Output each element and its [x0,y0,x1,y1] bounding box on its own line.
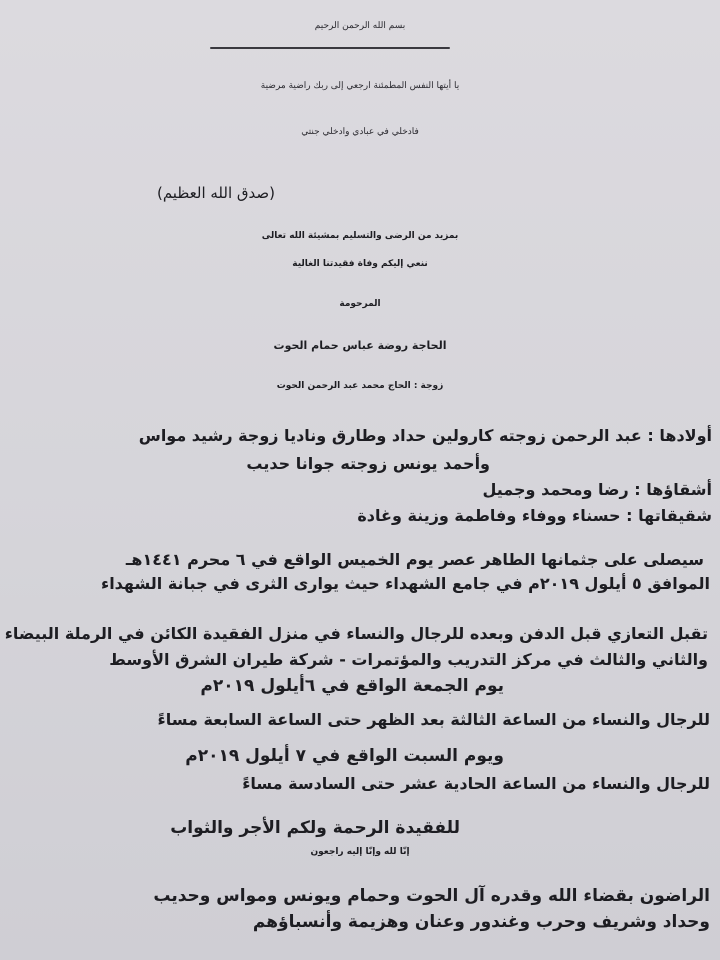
sisters-line: شقيقاتها : حسناء ووفاء وفاطمة وزينة وغادة [357,506,712,525]
sadaq-allah: (صدق الله العظيم) [156,184,275,202]
families-line-1: الراضون بقضاء الله وقدره آل الحوت وحمام ويونس ومواس وحديب [153,886,710,906]
condolences-line-2: والثاني والثالث في مركز التدريب والمؤتمرات - شركة طيران الشرق الأوسط [109,650,708,669]
condolences-line-5: ويوم السبت الواقع في ٧ أيلول ٢٠١٩م [185,746,504,766]
families-line-2: وحداد وشريف وحرب وغندور وعنان وهزيمة وأنسباؤهم [252,912,710,932]
children-line-1: أولادها : عبد الرحمن زوجته كارولين حداد وطارق وناديا زوجة رشيد مواس [138,426,712,445]
basmala-flourish [210,47,450,49]
basmala: بسم الله الرحمن الرحيم [314,21,406,31]
children-line-2: وأحمد يونس زوجته جوانا حديب [246,454,490,473]
husband-line: زوجة : الحاج محمد عبد الرحمن الحوت [276,381,444,391]
intro-line-2: ننعي إليكم وفاة فقيدتنا الغالية [292,259,428,269]
funeral-prayer-line-2: الموافق ٥ أيلول ٢٠١٩م في جامع الشهداء حيث يوارى الثرى في جبانة الشهداء [101,574,710,593]
funeral-prayer-line-1: سيصلى على جثمانها الطاهر عصر يوم الخميس الواقع في ٦ محرم ١٤٤١هـ [125,550,704,569]
deceased-name: الحاجة روضة عباس حمام الحوت [273,339,447,352]
quran-verse-line-2: فادخلي في عبادي وادخلي جنتي [301,127,419,137]
deceased-label: المرحومة [339,299,381,309]
intro-line-1: بمزيد من الرضى والتسليم بمشيئة الله تعالى [261,231,459,241]
condolences-line-6: للرجال والنساء من الساعة الحادية عشر حتى السادسة مساءً [242,774,710,793]
quran-verse-line-1: يا أيتها النفس المطمئنة ارجعي إلى ربك راضية مرضية [260,81,460,91]
condolences-line-1: تقبل التعازي قبل الدفن وبعده للرجال والنساء في منزل الفقيدة الكائن في الرملة البيضاء [4,624,708,643]
condolences-line-4: للرجال والنساء من الساعة الثالثة بعد الظهر حتى الساعة السابعة مساءً [157,710,710,729]
condolences-line-3: يوم الجمعة الواقع في ٦أيلول ٢٠١٩م [200,676,504,696]
mercy-line: للفقيدة الرحمة ولكم الأجر والثواب [170,818,460,838]
inna-lillah-line: إنّا لله وإنّا إليه راجعون [310,847,410,857]
brothers-line: أشقاؤها : رضا ومحمد وجميل [482,480,712,499]
